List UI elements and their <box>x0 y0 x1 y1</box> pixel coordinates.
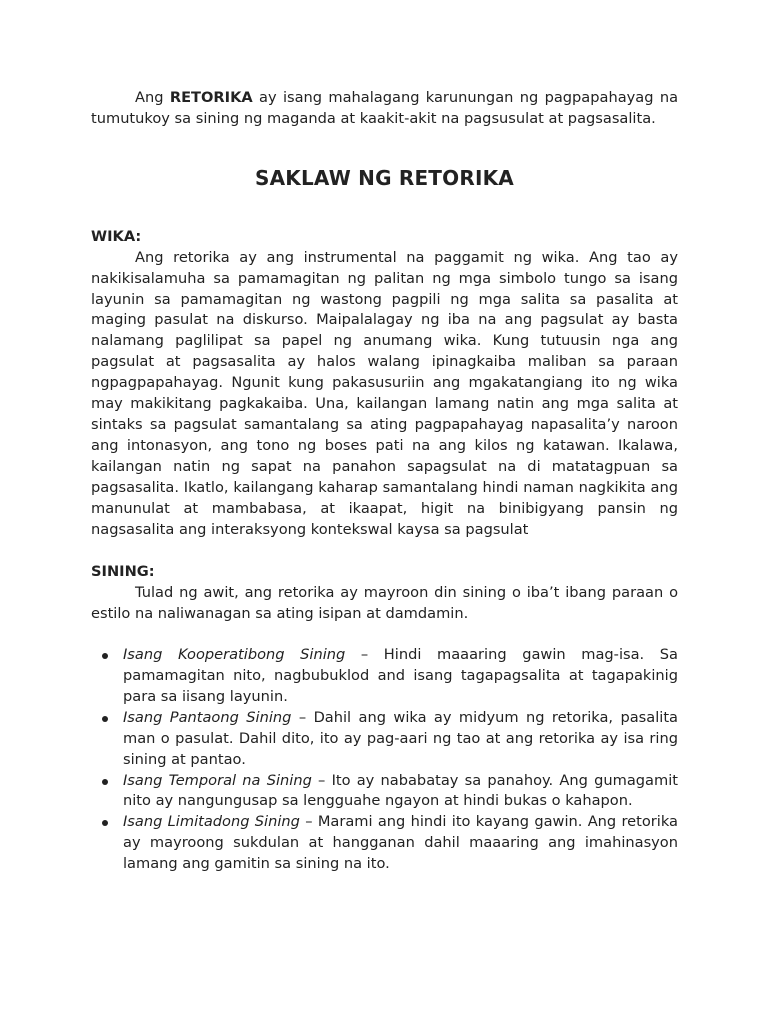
list-item <box>123 645 678 708</box>
wika-paragraph: Ang retorika ay ang instrumental na paggamit ng wika. Ang tao ay nakikisalamuha sa pamamagitan ng palitan ng mga simbolo tungo sa isang layunin sa pamamagitan ng wastong pagpili ng mga salita sa pasalita at maging pasulat na diskurso. Maipalalagay ng iba na ang pagsulat ay basta nalamang paglilipat sa papel ng anumang wika. Kung tutuusin nga ang pagsulat at pagsasalita ay halos walang ipinagkaiba maliban sa paraan ngpagpapahayag. Ngunit kung pakasusuriin ang mgakatangiang ito ng wika may makikitang pagkakaiba. Una, kailangan lamang natin ang mga salita at sintaks sa pagsulat samantalang sa ating pagpapahayag napasalita’y naroon ang intonasyon, ang tono ng boses pati na ang kilos ng katawan. Ikalawa, kailangan natin ng sapat na panahon sapagsulat na di matatagpuan sa pagsasalita. Ikatlo, kailangang kaharap samantalang hindi naman nagkikita ang manunulat at mambabasa, at ikaapat, higit na binibigyang pansin ng nagsasalita ang interaksyong kontekswal kaysa sa pagsulat <box>91 248 678 538</box>
list-item <box>123 708 678 771</box>
bullet-icon <box>102 820 108 826</box>
list-item <box>123 812 678 875</box>
intro-lead: Ang <box>135 89 164 106</box>
intro-paragraph <box>91 88 678 130</box>
intro-keyword: RETORIKA <box>169 89 253 106</box>
bullet-icon <box>102 779 108 785</box>
sining-paragraph: Tulad ng awit, ang retorika ay mayroon din sining o iba’t ibang paraan o estilo na naliwanagan sa ating isipan at damdamin. <box>91 584 678 623</box>
page-title: SAKLAW NG RETORIKA <box>255 165 514 190</box>
list-item-term: Isang Kooperatibong Sining <box>123 646 346 664</box>
list-item-term: Isang Limitadong Sining <box>123 813 300 831</box>
list-item <box>123 771 678 813</box>
list-item-term: Isang Temporal na Sining <box>123 771 312 789</box>
list-item-text: – Ito ay nababatay sa panahoy. Ang gumagamit nito ay nangungusap sa lengguahe ngayon at hindi bukas o kahapon. <box>123 771 678 810</box>
list-item-term: Isang Pantaong Sining <box>123 708 292 726</box>
section-label-wika: WIKA: <box>91 227 142 245</box>
bullet-icon <box>102 653 108 659</box>
section-label-sining: SINING: <box>91 563 155 581</box>
list-item-text: – Hindi maaaring gawin mag-isa. Sa pamamagitan nito, nagbubuklod and isang tagapagsalita at tagapakinig para sa iisang layunin. <box>123 646 678 705</box>
intro-rest: ay isang mahalagang karunungan ng pagpapahayag na tumutukoy sa sining ng maganda at kaakit-akit na pagsusulat at pagsasalita. <box>91 89 679 127</box>
list-item-text: – Marami ang hindi ito kayang gawin. Ang retorika ay mayroong sukdulan at hangganan dahil maaaring ang imahinasyon lamang ang gamitin sa sining na ito. <box>123 813 678 873</box>
bullet-icon <box>102 716 108 722</box>
sining-list <box>91 645 678 875</box>
list-item-text: – Dahil ang wika ay midyum ng retorika, pasalita man o pasulat. Dahil dito, ito ay pag-aari ng tao at ang retorika ay isa ring sining at pantao. <box>123 708 678 768</box>
